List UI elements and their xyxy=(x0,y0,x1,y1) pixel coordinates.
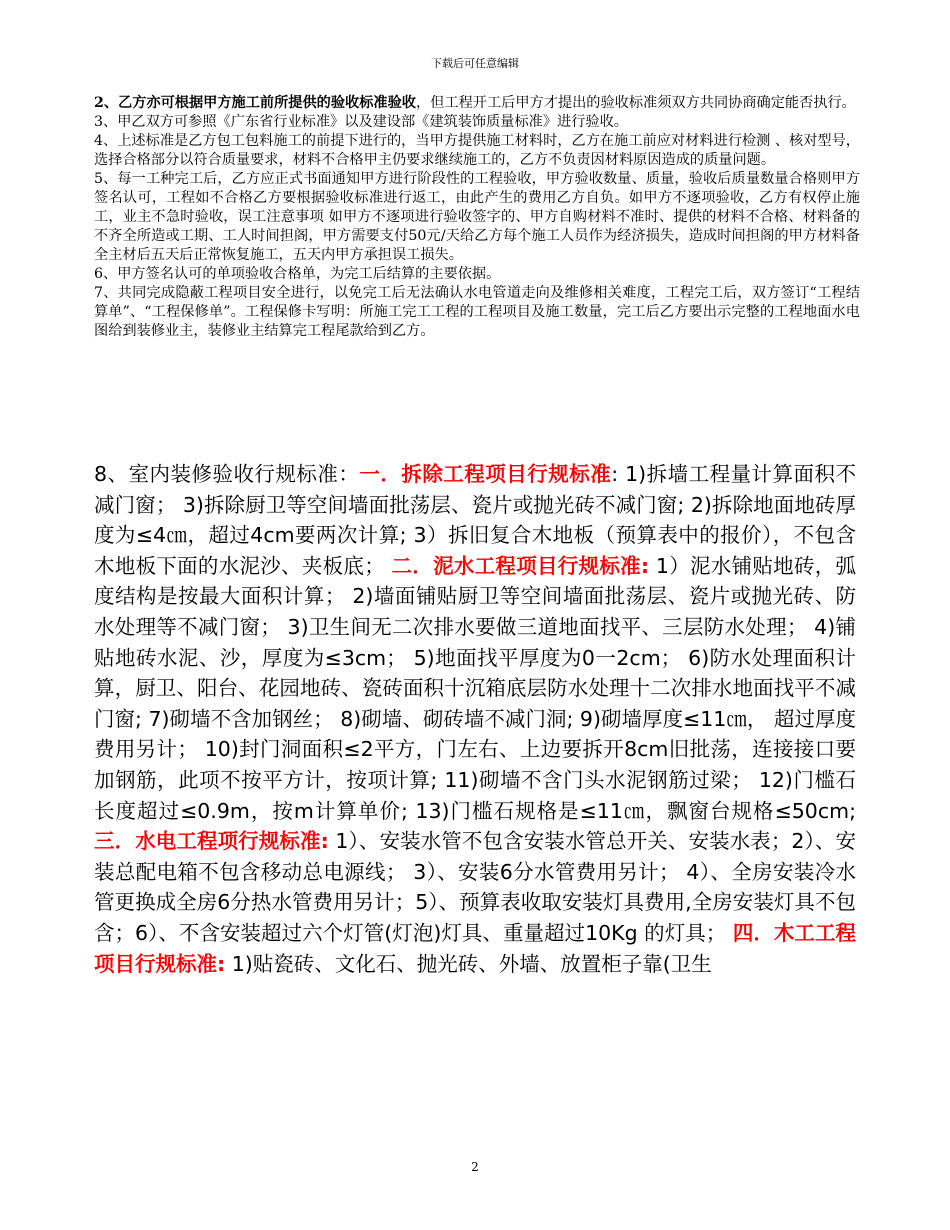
clause-2 xyxy=(94,94,860,113)
page-number: 2 xyxy=(471,1160,479,1174)
section-demolition-body: : 1)拆墙工程量计算面积不减门窗； 3)拆除厨卫等空间墙面批荡层、瓷片或抛光砖不减门窗; 2)拆除地面地砖厚度为≤4㎝，超过4cm要两次计算; 3）拆旧复合木地板（预算表中的报价），不包含木地板下面的水泥沙、夹板底； xyxy=(94,462,856,578)
clause-2-rest: ，但工程开工后甲方才提出的验收标准须双方共同协商确定能否执行。 xyxy=(416,95,856,111)
clause-5: 5、每一工种完工后，乙方应正式书面通知甲方进行阶段性的工程验收，甲方验收数量、质量，验收后质量数量合格则甲方签名认可，工程如不合格乙方要根据验收标准进行返工，由此产生的费用乙方自负。如甲方不逐项验收，乙方有权停止施工，业主不急时验收，误工注意事项 如甲方不逐项进行验收签字的、甲方自购材料不准时、提供的材料不合格、材料备的不齐全所造或工期、工人时间担阁，甲方需要支付50元/天给乙方每个施工人员作为经济损失，造成时间担阁的甲方材料备全主材后五天后正常恢复施工，五天内甲方承担误工损失。 xyxy=(94,171,860,263)
clause-3: 3、甲乙双方可参照《广东省行业标准》以及建设部《建筑装饰质量标准》进行验收。 xyxy=(94,114,628,130)
page-header: 下载后可任意编辑 xyxy=(431,57,519,70)
clause-6: 6、甲方签名认可的单项验收合格单，为完工后结算的主要依据。 xyxy=(94,266,501,282)
clause-7: 7、共同完成隐蔽工程项目安全进行，以免完工后无法确认水电管道走向及维修相关难度，工程完工后，双方签订“工程结算单”、“工程保修单”。工程保修卡写明：所施工完工工程的工程项目及施工数量，完工后乙方要出示完整的工程地面水电图给到装修业主，装修业主结算完工程尾款给到乙方。 xyxy=(94,285,860,339)
section-plumbing-electrical-heading: 三．水电工程项行规标准: xyxy=(94,829,329,854)
clause-4: 4、上述标准是乙方包工包料施工的前提下进行的，当甲方提供施工材料时，乙方在施工前应对材料进行检测 、核对型号，选择合格部分以符合质量要求，材料不合格甲主仍要求继续施工的，乙方不负责因材料原因造成的质量问题。 xyxy=(94,133,860,168)
clauses-2-to-7 xyxy=(94,94,860,341)
section-masonry-body: 1）泥水铺贴地砖，弧度结构是按最大面积计算； 2)墙面铺贴厨卫等空间墙面批荡层、瓷片或抛光砖、防水处理等不减门窗； 3)卫生间无二次排水要做三道地面找平、三层防水处理； 4)铺贴地砖水泥、沙，厚度为≤3cm； 5)地面找平厚度为0一2cm； 6)防水处理面积计算，厨卫、阳台、花园地砖、瓷砖面积十沉箱底层防水处理十二次排水地面找平不减门窗; 7)砌墙不含加钢丝； 8)砌墙、砌砖墙不减门洞; 9)砌墙厚度≤11㎝， 超过厚度费用另计； 10)封门洞面积≤2平方，门左右、上边要拆开8cm旧批荡，连接接口要加钢筋，此项不按平方计，按项计算; 11)砌墙不含门头水泥钢筋过梁； 12)门槛石长度超过≤0.9m，按m计算单价; 13)门槛石规格是≤11㎝，飘窗台规格≤50cm; xyxy=(94,553,857,823)
section-masonry-heading: 二．泥水工程项目行规标准: xyxy=(391,553,650,578)
clause-8 xyxy=(94,459,856,979)
clause-2-bold: 2、乙方亦可根据甲方施工前所提供的验收标准验收 xyxy=(94,95,416,111)
section-demolition-heading: 一．拆除工程项目行规标准 xyxy=(359,462,612,486)
clause-8-standards xyxy=(94,459,856,979)
section-carpentry-body: 1)贴瓷砖、文化石、抛光砖、外墙、放置柜子靠(卫生 xyxy=(225,951,712,976)
section-carpentry-heading: 四．木工工程项目行规标准: xyxy=(94,920,856,976)
clause-8-intro: 8、室内装修验收行规标准： xyxy=(94,462,360,486)
section-plumbing-electrical-body: 1）、安装水管不包含安装水管总开关、安装水表；2）、安装总配电箱不包含移动总电源线； 3）、安装6分水管费用另计； 4）、全房安装冷水管更换成全房6分热水管费用另计；5）、预算表收取安装灯具费用,全房安装灯具不包含；6）、不含安装超过六个灯管(灯泡)灯具、重量超过10Kg 的灯具； xyxy=(94,829,856,945)
